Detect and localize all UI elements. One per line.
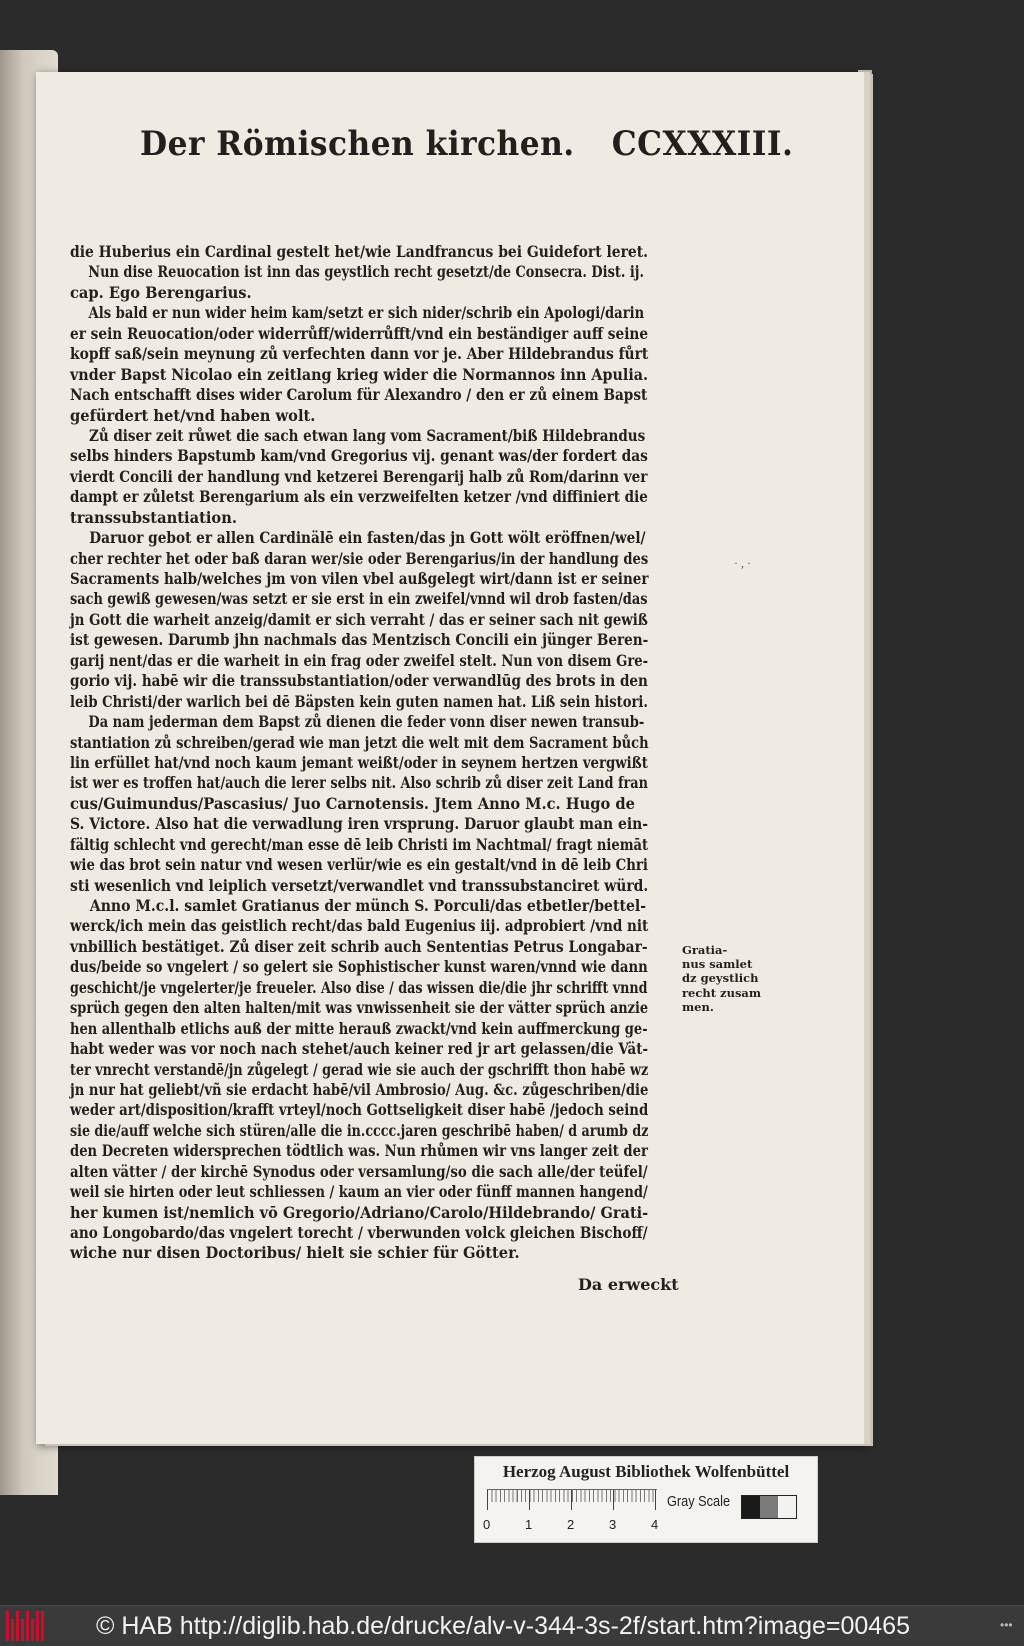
- text-line: transsubstantiation.: [70, 507, 237, 527]
- marginal-note: [682, 943, 762, 1014]
- text-line: Daruor gebot er allen Cardinälē ein fasten/das jn Gott wölt eröffnen/wel/: [89, 528, 646, 548]
- text-line: sie die/auff welche sich stüren/alle die in.cccc.jaren geschribē haben/ d arumb dz: [70, 1120, 649, 1140]
- catchword: Da erweckt: [578, 1275, 679, 1294]
- text-line: Anno M.c.l. samlet Gratianus der münch S. Porculi/das etbetler/bettel-: [89, 896, 647, 915]
- body-text: [70, 242, 685, 1264]
- text-line: wiche nur disen Doctoribus/ hielt sie schier für Götter.: [70, 1243, 520, 1263]
- ruler-number: 1: [525, 1517, 533, 1532]
- text-line: dus/beide so vngelert / so gelert sie Sophistischer kunst waren/vnnd wie dann: [70, 957, 648, 977]
- gray-scale-label: Gray Scale: [667, 1493, 731, 1510]
- text-line: werck/ich mein das geistlich recht/das bald Eugenius iij. adprobiert /vnd nit: [70, 916, 649, 936]
- text-line: Als bald er nun wider heim kam/setzt er sich nider/schrib ein Apologi/darin: [88, 303, 645, 323]
- folio-number: CCXXXIII.: [611, 124, 794, 164]
- text-line: garij nent/das er die warheit in ein frag oder zweifel stelt. Nun von disem Gre-: [70, 650, 649, 670]
- marginal-note-line: men.: [682, 999, 714, 1014]
- gray-swatch: [760, 1496, 778, 1518]
- gray-swatch: [778, 1496, 796, 1518]
- status-bar: [0, 1605, 1024, 1646]
- text-line: die Huberius ein Cardinal gestelt het/wie Landfrancus bei Guidefort leret.: [70, 242, 649, 261]
- text-line: cap. Ego Berengarius.: [70, 282, 252, 302]
- text-line: weil sie hirten oder leut schliessen / kaum an vier oder fünff mannen hangend/: [70, 1182, 648, 1202]
- text-line: lin erfüllet hat/vnd noch kaum jemant weißt/oder in seynem hertzen vergwißt: [70, 752, 648, 772]
- ruler-number: 4: [651, 1517, 659, 1532]
- text-line: Nun dise Reuocation ist inn das geystlich recht gesetzt/de Consecra. Dist. ij.: [88, 262, 644, 282]
- ruler-major-tick: [655, 1490, 656, 1510]
- text-line: sprüch gegen den alten halten/mit was vnwissenheit sie der vätter sprüch anzie: [70, 998, 649, 1018]
- text-line: Da nam jederman dem Bapst zů dienen die feder vonn diser newen transub-: [88, 712, 645, 732]
- ruler-number: 3: [609, 1517, 617, 1532]
- color-calibration-chart: [474, 1456, 818, 1543]
- text-line: gorio vij. habē wir die transsubstantiation/oder verwandlūg des brots in den: [70, 671, 648, 691]
- text-line: vierdt Concili der handlung vnd ketzerei Berengarij halb zů Rom/darinn ver: [70, 466, 648, 486]
- text-line: wie das brot sein natur vnd wesen verlür/wie es ein gestalt/vnd in dē leib Chri: [70, 855, 648, 875]
- marginal-note-line: Gratia-: [682, 943, 728, 957]
- text-line: habt weder was vor noch nach stehet/auch keiner red jr art gelassen/die Vät-: [70, 1039, 649, 1059]
- text-line: cher rechter het oder baß daran wer/sie oder Berengarius/in der handlung des: [70, 548, 649, 568]
- text-line: Nach entschafft dises wider Carolum für Alexandro / den er zů einem Bapst: [70, 385, 648, 405]
- marginal-note-line: dz geystlich: [682, 971, 759, 986]
- text-line: ano Longobardo/das vngelert torecht / vberwunden volck gleichen Bischoff/: [70, 1223, 648, 1242]
- text-line: fältig schlecht vnd gerecht/man esse dē leib Christi im Nachtmal/ fragt niemāt: [70, 834, 649, 854]
- text-line: jn Gott die warheit anzeig/damit er sich verraht / das er seiner sach nit gewiß: [70, 609, 648, 629]
- ruler-major-tick: [613, 1490, 614, 1510]
- text-line: hen allenthalb etlichs auß der mitte herauß zwackt/vnd kein auffmerckung ge-: [70, 1018, 648, 1038]
- ruler-numbers: [483, 1517, 683, 1533]
- more-options-icon[interactable]: •••: [1000, 1618, 1013, 1632]
- text-line: Zů diser zeit růwet die sach etwan lang vom Sacrament/biß Hildebrandus: [89, 425, 646, 445]
- text-line: er sein Reuocation/oder widerrůff/widerrůfft/vnd ein beständiger auff seine: [70, 323, 649, 343]
- gray-scale-swatches: [741, 1495, 797, 1519]
- ruler-number: 0: [483, 1517, 491, 1532]
- chart-title: Herzog August Bibliothek Wolfenbüttel: [502, 1462, 790, 1481]
- gray-swatch: [742, 1496, 760, 1518]
- text-line: cus/Guimundus/Pascasius/ Juo Carnotensis. Jtem Anno M.c. Hugo de: [70, 793, 635, 813]
- text-line: gefürdert het/vnd haben wolt.: [70, 405, 316, 425]
- copyright-url-text[interactable]: © HAB http://diglib.hab.de/drucke/alv-v-344-3s-2f/start.htm?image=00465: [96, 1612, 910, 1640]
- text-line: sach gewiß gewesen/was setzt er sie erst in ein zweifel/vnnd wil drob fasten/das: [70, 589, 648, 609]
- text-line: weder art/disposition/krafft vrteyl/noch Gottseligkeit diser habē /jedoch seind: [70, 1100, 649, 1120]
- running-head-title: Der Römischen kirchen.: [140, 124, 575, 164]
- text-line: dampt er zůletst Berengarium als ein verzweifelten ketzer /vnd diffiniert die: [70, 487, 648, 507]
- text-line: den Decreten widersprechen tödtlich was. Nun rhůmen wir vns langer zeit der: [70, 1141, 648, 1161]
- text-line: alten vätter / der kirchē Synodus oder versamlung/so die sach alle/der teüfel/: [70, 1161, 648, 1181]
- text-line: her kumen ist/nemlich vō Gregorio/Adriano/Carolo/Hildebrando/ Grati-: [70, 1202, 649, 1222]
- scale-ruler: [487, 1489, 657, 1516]
- text-line: ter vnrecht verstandē/jn zůgelegt / gerad wie sie auch der gschrifft thon habē wz: [70, 1059, 649, 1079]
- text-line: vnbillich bestätiget. Zů diser zeit schrib auch Sententias Petrus Longabar-: [70, 936, 648, 956]
- text-line: selbs hinders Bapstumb kam/vnd Gregorius vij. genant was/der fordert das: [70, 446, 648, 466]
- text-line: stantiation zů schreiben/gerad wie man jetzt die welt mit dem Sacrament bůch: [70, 732, 649, 752]
- ruler-major-tick: [571, 1490, 572, 1510]
- ruler-major-tick: [487, 1490, 488, 1510]
- marginal-note-line: recht zusam: [682, 985, 762, 1000]
- text-line: geschicht/je vngelerter/je freueler. Also dise / das wissen die/die jhr schrifft vnnd: [70, 977, 648, 997]
- text-line: jn nur hat geliebt/vñ sie erdacht habē/vil Ambrosio/ Aug. &c. zůgeschriben/die: [70, 1079, 649, 1099]
- running-head: [140, 124, 794, 174]
- text-line: kopff saß/sein meynung zů verfechten dann vor je. Aber Hildebrandus fůrt: [70, 344, 649, 364]
- text-line: vnder Bapst Nicolao ein zeitlang krieg wider die Normannos inn Apulia.: [70, 364, 648, 384]
- text-line: Sacraments halb/welches jm von vilen vbel außgelegt wirt/dann ist er seiner: [70, 569, 649, 588]
- text-line: S. Victore. Also hat die verwadlung iren vrsprung. Daruor glaubt man ein-: [70, 814, 649, 834]
- text-line: ist wer es troffen hat/auch die lerer selbs nit. Also schrib zů diser zeit Land fran: [70, 773, 649, 793]
- marginal-note-line: nus samlet: [682, 957, 753, 972]
- ruler-major-tick: [529, 1490, 530, 1510]
- ruler-number: 2: [567, 1517, 575, 1532]
- hab-logo-icon[interactable]: [6, 1611, 46, 1641]
- text-line: sti wesenlich vnd leiplich versetzt/verwandlet vnd transsubstanciret würd.: [70, 875, 649, 895]
- stray-mark: · , ·: [734, 556, 751, 570]
- text-line: ist gewesen. Darumb jhn nachmals das Mentzisch Concili ein jünger Beren-: [70, 630, 649, 650]
- text-line: leib Christi/der warlich bei dē Bäpsten kein guten namen hat. Liß sein histori.: [70, 691, 649, 711]
